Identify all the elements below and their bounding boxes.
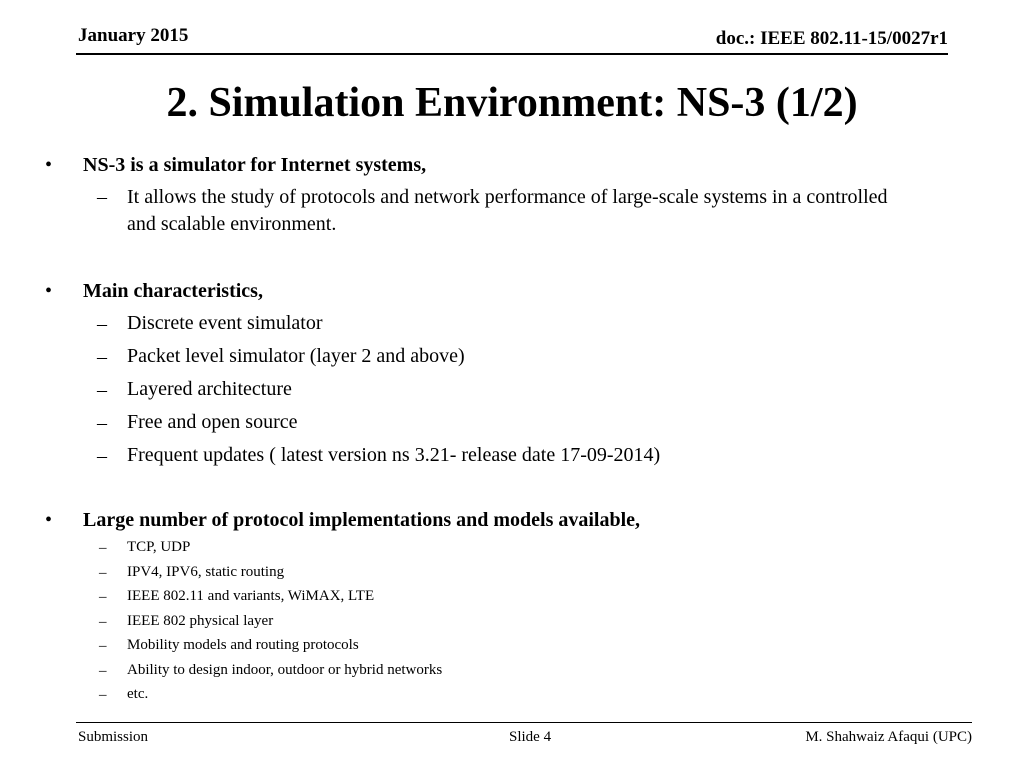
bullet-heading-ns3: NS-3 is a simulator for Internet systems, [83, 154, 427, 176]
dash-marker: – [99, 663, 107, 679]
sub-item: Free and open source [127, 411, 298, 433]
dash-marker: – [99, 614, 107, 630]
dash-marker: – [97, 412, 107, 434]
dash-marker: – [97, 379, 107, 401]
bullet-marker: • [45, 509, 53, 531]
dash-marker: – [99, 687, 107, 703]
dash-marker: – [99, 540, 107, 556]
dash-marker: – [97, 186, 107, 208]
bullet-marker: • [45, 280, 53, 302]
sub-item: Layered architecture [127, 378, 292, 400]
sub-item: Frequent updates ( latest version ns 3.21- release date 17-09-2014) [127, 444, 661, 466]
sub-item: IEEE 802 physical layer [127, 613, 274, 629]
dash-marker: – [99, 565, 107, 581]
header-doc-id: doc.: IEEE 802.11-15/0027r1 [715, 28, 948, 49]
footer-slide-number: Slide 4 [509, 729, 552, 745]
bullet-marker: • [45, 154, 53, 176]
sub-item: etc. [127, 686, 149, 702]
sub-item: It allows the study of protocols and network performance of large-scale systems in a controlled and scalable environment. [127, 186, 888, 235]
dash-marker: – [99, 638, 107, 654]
sub-item: Mobility models and routing protocols [127, 637, 359, 653]
bullet-heading-characteristics: Main characteristics, [83, 280, 263, 302]
dash-marker: – [97, 346, 107, 368]
slide-title: 2. Simulation Environment: NS-3 (1/2) [166, 80, 858, 126]
sub-item: Packet level simulator (layer 2 and above) [127, 345, 465, 367]
footer-submission: Submission [78, 729, 149, 745]
sub-item: Discrete event simulator [127, 312, 323, 334]
dash-marker: – [99, 589, 107, 605]
sub-item: IPV4, IPV6, static routing [127, 564, 285, 580]
footer-author: M. Shahwaiz Afaqui (UPC) [805, 729, 972, 745]
header-date: January 2015 [78, 25, 189, 46]
bullet-heading-protocols: Large number of protocol implementations and models available, [83, 509, 641, 531]
sub-item: Ability to design indoor, outdoor or hybrid networks [127, 662, 443, 678]
sub-item: TCP, UDP [127, 539, 191, 555]
footer-divider [76, 722, 972, 723]
dash-marker: – [97, 445, 107, 467]
dash-marker: – [97, 313, 107, 335]
sub-item: IEEE 802.11 and variants, WiMAX, LTE [127, 588, 375, 604]
